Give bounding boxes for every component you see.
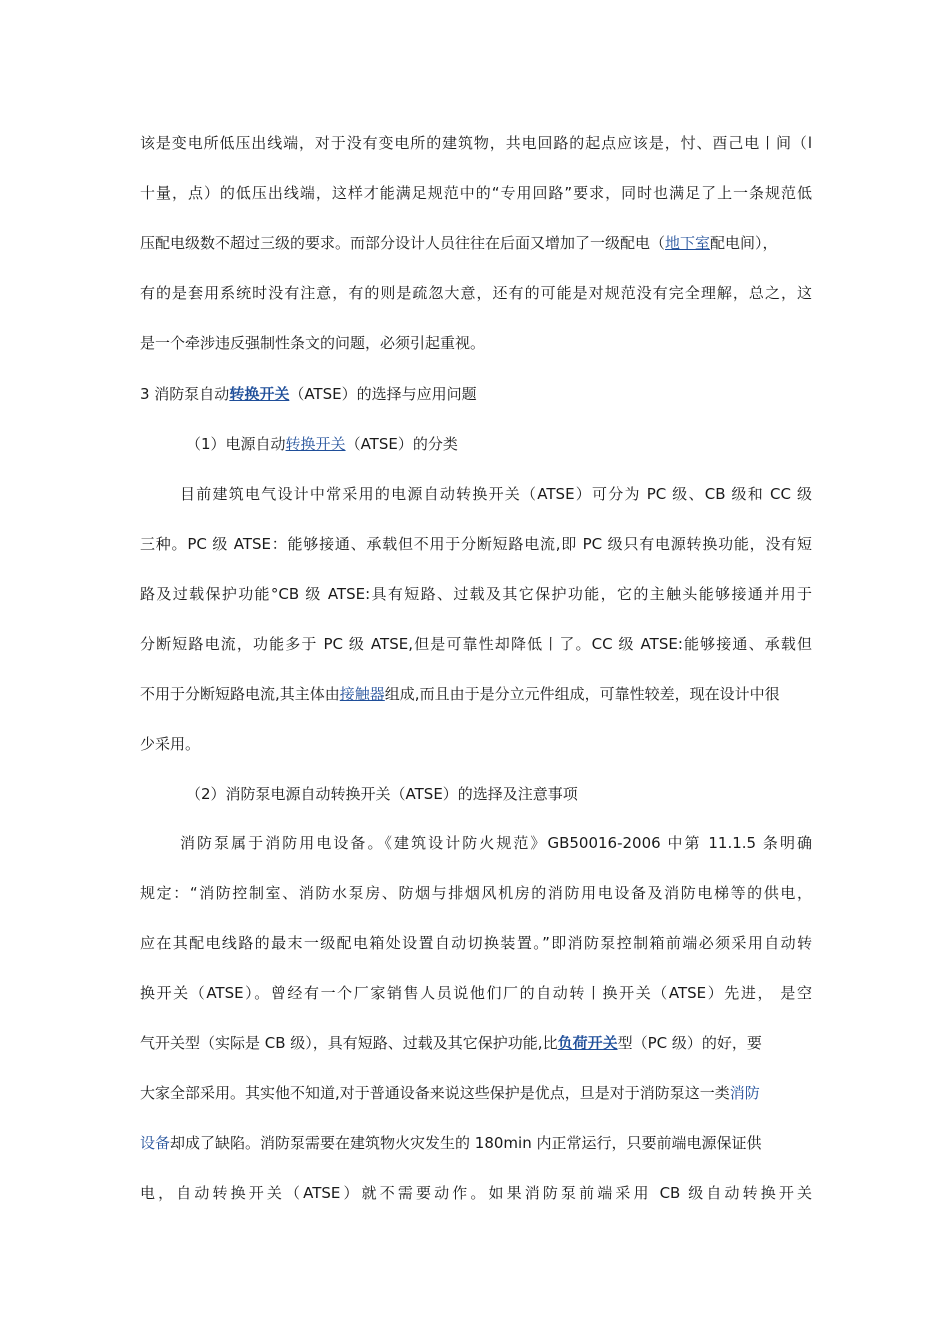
text-line: 少采用。 (140, 735, 201, 753)
text-line: 是一个牵涉违反强制性条文的问题，必须引起重视。 (140, 334, 486, 352)
text-line: 路及过载保护功能°CB 级 ATSE:具有短路、过载及其它保护功能，它的主触头能够接通并用于 (140, 585, 812, 603)
text-line: 不用于分断短路电流,其主体由接触器组成,而且由于是分立元件组成，可靠性较差，现在设计中很 (140, 685, 780, 703)
text-line: 气开关型（实际是 CB 级），具有短路、过载及其它保护功能,比负荷开关型（PC 级）的好，要 (140, 1034, 762, 1052)
link-basement[interactable]: 地下室 (665, 234, 711, 252)
link-fire-equipment-2[interactable]: 设备 (140, 1134, 171, 1152)
text-line: 消防泵属于消防用电设备。《建筑设计防火规范》GB50016-2006 中第 11.1.5 条明确 (180, 834, 812, 852)
text-line: 换开关（ATSE）。曾经有一个厂家销售人员说他们厂的自动转丨换开关（ATSE）先进， 是空 (140, 984, 812, 1002)
link-load-switch[interactable]: 负荷开关 (557, 1034, 618, 1052)
link-fire-equipment[interactable]: 消防 (729, 1084, 760, 1102)
text-line: 目前建筑电气设计中常采用的电源自动转换开关（ATSE）可分为 PC 级、CB 级和 CC 级 (180, 485, 812, 503)
subsection-heading: （2）消防泵电源自动转换开关（ATSE）的选择及注意事项 (186, 785, 578, 803)
text-line: 设备却成了缺陷。消防泵需要在建筑物火灾发生的 180min 内正常运行，只要前端电源保证供 (140, 1134, 762, 1152)
section-heading: 3 消防泵自动转换开关（ATSE）的选择与应用问题 (140, 385, 477, 403)
text-line: 电，自动转换开关（ATSE）就不需要动作。如果消防泵前端采用 CB 级自动转换开关 (140, 1184, 812, 1202)
text-line: 应在其配电线路的最末一级配电箱处设置自动切换装置。”即消防泵控制箱前端必须采用自动转 (140, 934, 812, 952)
text-line: 三种。PC 级 ATSE：能够接通、承载但不用于分断短路电流,即 PC 级只有电源转换功能，没有短 (140, 535, 812, 553)
link-contactor[interactable]: 接触器 (339, 685, 385, 703)
text-line: 压配电级数不超过三级的要求。而部分设计人员往往在后面又增加了一级配电（地下室配电间）， (140, 234, 778, 252)
link-transfer-switch-2[interactable]: 转换开关 (285, 435, 346, 453)
text-line: 规定：“消防控制室、消防水泵房、防烟与排烟风机房的消防用电设备及消防电梯等的供电， (140, 884, 812, 902)
text-line: 该是变电所低压出线端，对于没有变电所的建筑物，共电回路的起点应该是，忖、酉己电丨间（l (140, 134, 812, 152)
subsection-heading: （1）电源自动转换开关（ATSE）的分类 (186, 435, 458, 453)
text-line: 有的是套用系统时没有注意，有的则是疏忽大意，还有的可能是对规范没有完全理解，总之，这 (140, 284, 812, 302)
link-transfer-switch[interactable]: 转换开关 (229, 385, 290, 403)
text-line: 大家全部采用。其实他不知道,对于普通设备来说这些保护是优点，旦是对于消防泵这一类消防 (140, 1084, 760, 1102)
text-line: 分断短路电流，功能多于 PC 级 ATSE,但是可靠性却降低丨了。CC 级 ATSE:能够接通、承载但 (140, 635, 812, 653)
text-line: 十量，点）的低压出线端，这样才能满足规范中的“专用回路”要求，同时也满足了上一条规范低 (140, 184, 812, 202)
